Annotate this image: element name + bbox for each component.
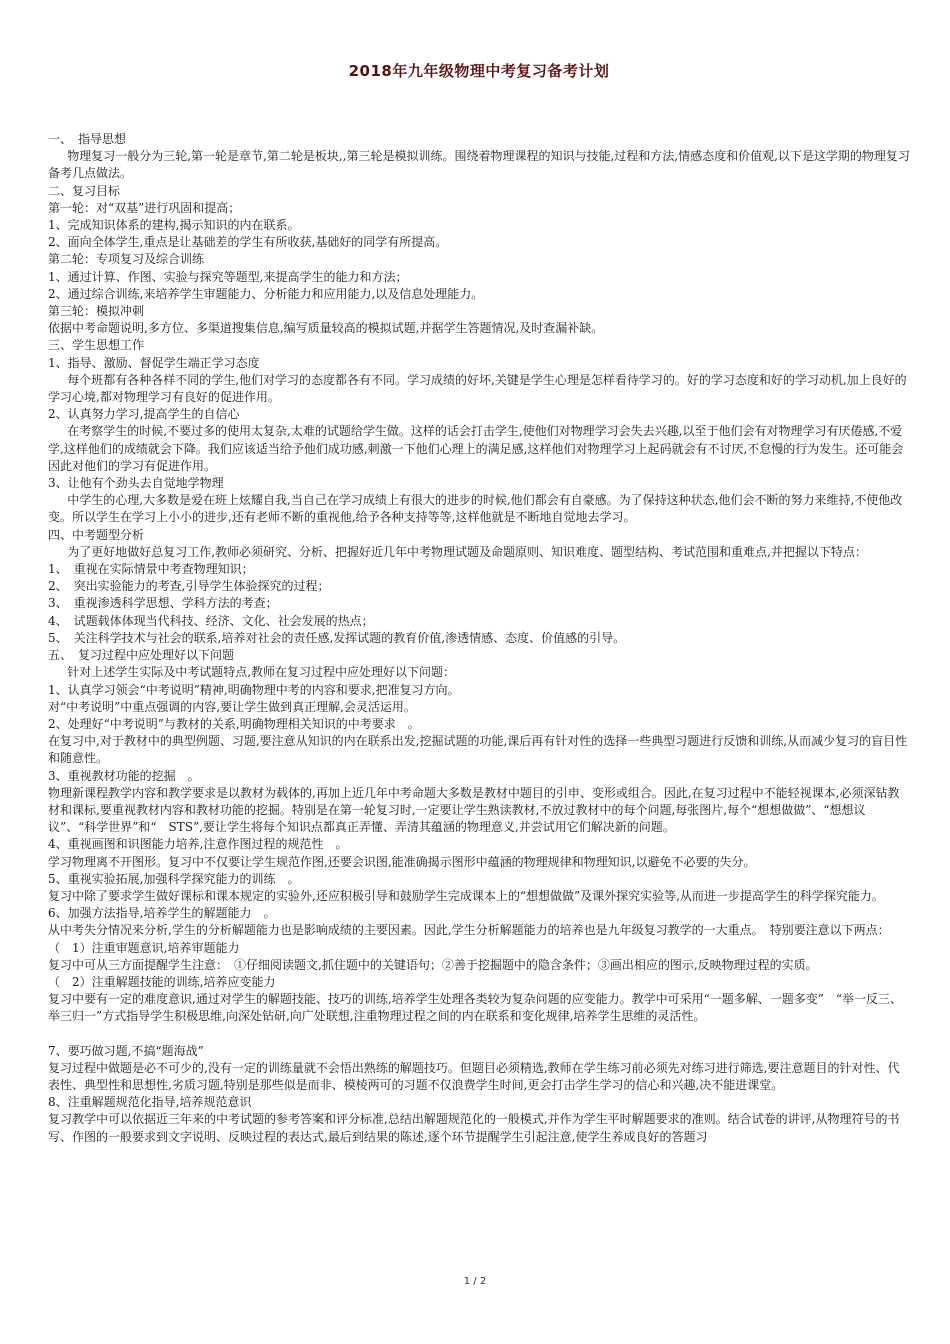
body-line: 物理复习一般分为三轮,第一轮是章节,第二轮是板块,,第三轮是模拟训练。围绕着物理课程的知识与技能,过程和方法,情感态度和价值观,以下是这学期的物理复习备考几点做法。	[48, 149, 910, 181]
body-line: 四、中考题型分析	[48, 527, 145, 542]
body-line: （ 1）注重审题意识,培养审题能力	[48, 940, 240, 955]
body-line: 复习中要有一定的难度意识,通过对学生的解题技能、技巧的训练,培养学生处理各类较为复杂问题的应变能力。教学中可采用“一题多解、一题多变” “举一反三、举三归一”方式指导学生积极思维,向深处钻研,向广处联想,注重物理过程之间的内在联系和变化规律,培养学生思维的灵活性。	[48, 992, 903, 1024]
body-line: 复习教学中可以依据近三年来的中考试题的参考答案和评分标准,总结出解题规范化的一般模式,并作为学生平时解题要求的准则。结合试卷的讲评,从物理符号的书写、作图的一般要求到文字说明、反映过程的表达式,最后到结果的陈述,逐个环节提醒学生引起注意,使学生养成良好的答题习	[48, 1112, 900, 1144]
body-line: 3、重视教材功能的挖掘 。	[48, 768, 200, 783]
body-line: 一、 指导思想	[48, 132, 127, 146]
body-line	[48, 1026, 910, 1043]
body-line: 3、让他有个劲头去自觉地学物理	[48, 476, 224, 491]
body-line: 在考察学生的时候,不要过多的使用太复杂,太难的试题给学生做。这样的话会打击学生,使他们对物理学习会失去兴趣,以至于他们会有对物理学习有厌倦感,不爱学,这样他们的成绩就会下降。我们应该适当给予他们成功感,刺激一下他们心理上的满足感,这样他们对物理学习上起码就会有不讨厌,不怠慢的行为发生。还可能会因此对他们的学习有促进作用。	[48, 424, 904, 473]
body-line: 7、要巧做习题,不搞“题海战”	[48, 1043, 204, 1058]
body-line: 1、完成知识体系的建构,揭示知识的内在联系。	[48, 218, 300, 233]
body-line: 1、通过计算、作图、实验与探究等题型,来提高学生的能力和方法；	[48, 269, 408, 284]
body-line: 第二轮：专项复习及综合训练	[48, 252, 205, 267]
body-line: 二、复习目标	[48, 183, 121, 198]
body-line: 物理新课程教学内容和教学要求是以教材为载体的,再加上近几年中考命题大多数是教材中题目的引申、变形或组合。因此,在复习过程中不能轻视课本,必须深钻教材和课标,要重视教材内容和教材功能的挖掘。特别是在第一轮复习时,一定要让学生熟读教材,不放过教材中的每个问题,每张图片,每个“想想做做”、“想想议议”、“科学世界”和“ STS”,要让学生将每个知识点都真正弄懂、弄清其蕴涵的物理意义,并尝试用它们解决新的问题。	[48, 785, 900, 835]
document-title: 2018年九年级物理中考复习备考计划	[348, 62, 610, 80]
body-line: 6、加强方法指导,培养学生的解题能力 。	[48, 906, 276, 921]
body-line: （ 2）注重解题技能的训练,培养应变能力	[48, 974, 276, 989]
body-line: 对“中考说明”中重点强调的内容,要让学生做到真正理解,会灵活运用。	[48, 699, 416, 714]
page-number: 1 / 2	[463, 1276, 487, 1287]
body-line: 每个班都有各种各样不同的学生,他们对学习的态度都各有不同。学习成绩的好坏,关键是学生心理是怎样看待学习的。好的学习态度和好的学习动机,加上良好的学习心境,都对物理学习有良好的促进作用。	[48, 372, 907, 405]
document-body	[48, 131, 910, 1146]
body-line: 三、学生思想工作	[48, 338, 145, 353]
body-line: 2、认真努力学习,提高学生的自信心	[48, 407, 240, 422]
body-line: 第三轮：模拟冲刺	[48, 304, 145, 319]
body-line: 依据中考命题说明,多方位、多渠道搜集信息,编写质量较高的模拟试题,并据学生答题情况,及时查漏补缺。	[48, 321, 604, 336]
body-line: 2、面向全体学生,重点是让基础差的学生有所收获,基础好的同学有所提高。	[48, 235, 448, 250]
body-line: 2、处理好“中考说明”与教材的关系,明确物理相关知识的中考要求 。	[48, 716, 420, 731]
body-line: 8、注重解题规范化指导,培养规范意识	[48, 1095, 252, 1110]
body-line: 针对上述学生实际及中考试题特点,教师在复习过程中应处理好以下问题：	[67, 665, 456, 680]
body-line: 为了更好地做好总复习工作,教师必须研究、分析、把握好近几年中考物理试题及命题原则、知识难度、题型结构、考试范围和重难点,并把握以下特点：	[67, 544, 867, 559]
body-line: 五、 复习过程中应处理好以下问题	[48, 648, 235, 663]
body-line: 5、 关注科学技术与社会的联系,培养对社会的责任感,发挥试题的教育价值,渗透情感、态度、价值感的引导。	[48, 630, 626, 645]
body-line: 第一轮：对“双基”进行巩固和提高；	[48, 200, 241, 215]
body-line: 5、重视实验拓展,加强科学探究能力的训练 。	[48, 871, 300, 886]
body-line: 从中考失分情况来分析,学生的分析解题能力也是影响成绩的主要因素。因此,学生分析解题能力的培养也是九年级复习教学的一大重点。 特别要注意以下两点：	[48, 923, 890, 938]
body-line: 3、 重视渗透科学思想、学科方法的考查；	[48, 596, 278, 611]
body-line: 1、认真学习领会“中考说明”精神,明确物理中考的内容和要求,把准复习方向。	[48, 682, 460, 697]
body-line: 复习中可从三方面提醒学生注意： ①仔细阅读题文,抓住题中的关键语句；②善于挖掘题中的隐含条件；③画出相应的图示,反映物理过程的实质。	[48, 957, 818, 972]
body-line: 1、 重视在实际情景中考查物理知识；	[48, 562, 254, 577]
body-line: 4、重视画图和识图能力培养,注意作图过程的规范性 。	[48, 837, 348, 852]
body-line: 复习中除了要求学生做好课标和课本规定的实验外,还应积极引导和鼓励学生完成课本上的“想想做做”及课外探究实验等,从而进一步提高学生的科学探究能力。	[48, 888, 884, 903]
body-line: 中学生的心理,大多数是爱在班上炫耀自我,当自己在学习成绩上有很大的进步的时候,他们都会有自豪感。为了保持这种状态,他们会不断的努力来维持,不使他改变。所以学生在学习上小小的进步,还有老师不断的重视他,给予各种支持等等,这样他就是不断地自觉地去学习。	[48, 493, 903, 525]
body-line: 1、指导、激励、督促学生端正学习态度	[48, 355, 260, 370]
body-line: 2、 突出实验能力的考查,引导学生体验探究的过程；	[48, 579, 330, 594]
body-line: 复习过程中做题是必不可少的,没有一定的训练量就不会悟出熟练的解题技巧。但题目必须精选,教师在学生练习前必须先对练习进行筛选,要注意题目的针对性、代表性、典型性和思想性,劣质习题,特别是那些似是而非、模棱两可的习题不仅浪费学生时间,更会打击学生学习的信心和兴趣,决不能进课堂。	[48, 1060, 900, 1092]
body-line: 2、通过综合训练,来培养学生审题能力、分析能力和应用能力,以及信息处理能力。	[48, 286, 484, 301]
body-line: 学习物理离不开图形。复习中不仅要让学生规范作图,还要会识图,能准确揭示图形中蕴涵的物理规律和物理知识,以避免不必要的失分。	[48, 854, 756, 869]
body-line: 在复习中,对于教材中的典型例题、习题,要注意从知识的内在联系出发,挖掘试题的功能,课后再有针对性的选择一些典型习题进行反馈和训练,从而减少复习的盲目性和随意性。	[48, 734, 908, 766]
document-page	[48, 60, 910, 1146]
body-line: 4、 试题载体体现当代科技、经济、文化、社会发展的热点；	[48, 613, 374, 628]
